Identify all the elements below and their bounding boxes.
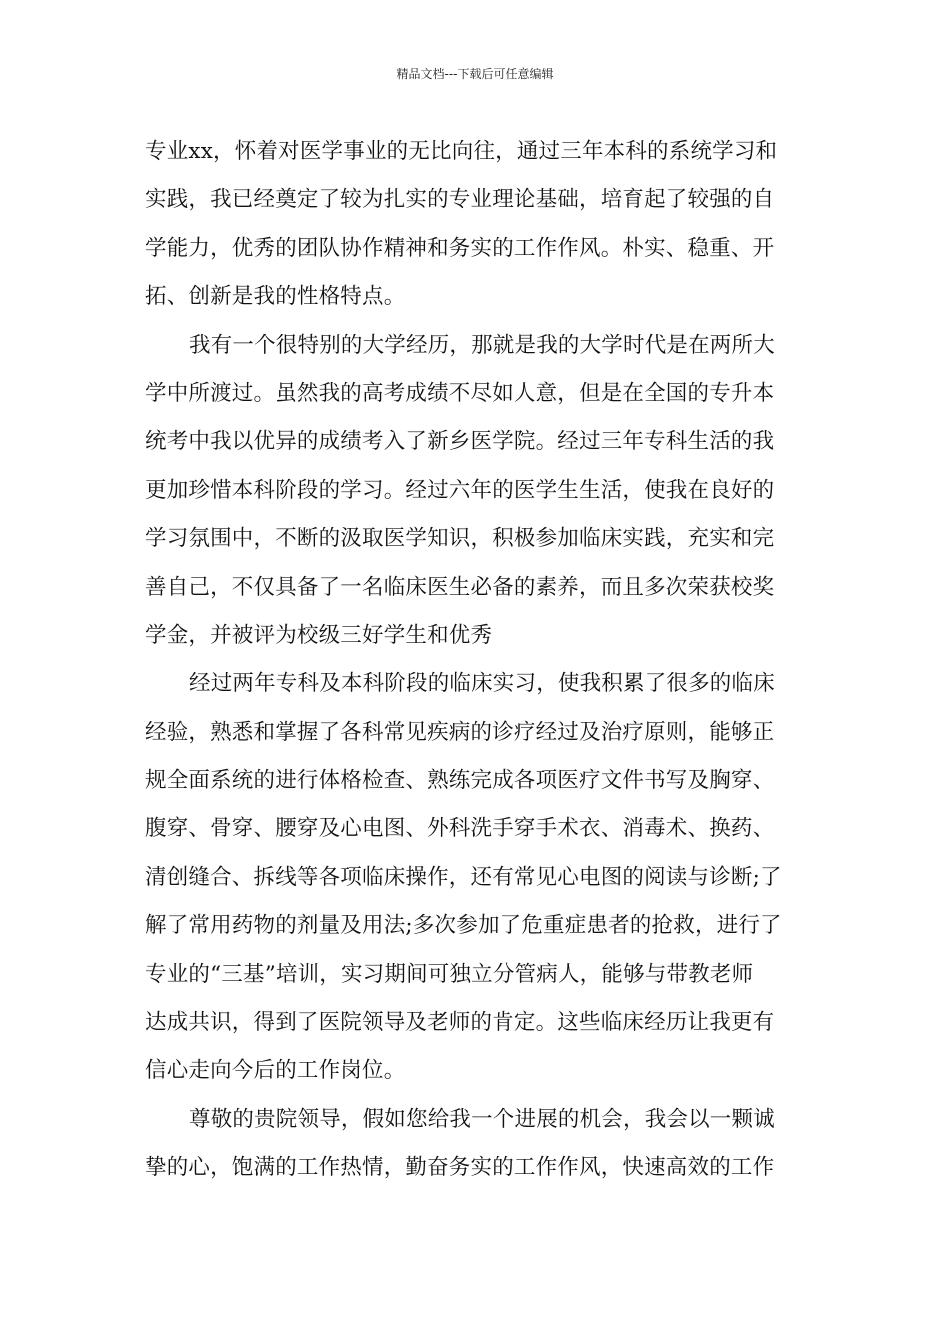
document-body (145, 128, 809, 1193)
text-line: 经过两年专科及本科阶段的临床实习，使我积累了很多的临床 (189, 671, 775, 697)
text-line: 更加珍惜本科阶段的学习。经过六年的医学生生活，使我在良好的 (145, 477, 775, 503)
text-line: 学金，并被评为校级三好学生和优秀 (145, 622, 493, 648)
text-line: 专业的“三基”培训，实习期间可独立分管病人，能够与带教老师 (145, 961, 754, 987)
text-line: 清创缝合、拆线等各项临床操作，还有常见心电图的阅读与诊断;了 (145, 864, 782, 890)
text-line: 拓、创新是我的性格特点。 (145, 284, 406, 310)
text-line: 统考中我以优异的成绩考入了新乡医学院。经过三年专科生活的我 (145, 429, 775, 455)
text-line: 实践，我已经奠定了较为扎实的专业理论基础，培育起了较强的自 (145, 187, 775, 213)
text-line: 信心走向今后的工作岗位。 (145, 1058, 406, 1084)
text-line: 腹穿、骨穿、腰穿及心电图、外科洗手穿手术衣、消毒术、换药、 (145, 816, 775, 842)
text-line: 尊敬的贵院领导，假如您给我一个进展的机会，我会以一颗诚 (189, 1106, 775, 1132)
text-line: 达成共识，得到了医院领导及老师的肯定。这些临床经历让我更有 (145, 1010, 775, 1036)
text-line: 学习氛围中，不断的汲取医学知识，积极参加临床实践，充实和完 (145, 526, 775, 552)
text-line: 我有一个很特别的大学经历，那就是我的大学时代是在两所大 (189, 332, 775, 358)
paragraph (145, 322, 809, 661)
text-line: 学能力，优秀的团队协作精神和务实的工作作风。朴实、稳重、开 (145, 235, 775, 261)
paragraph (145, 128, 809, 322)
paragraph (145, 660, 809, 1096)
text-line: 规全面系统的进行体格检查、熟练完成各项医疗文件书写及胸穿、 (145, 768, 775, 794)
text-line: 学中所渡过。虽然我的高考成绩不尽如人意，但是在全国的专升本 (145, 380, 775, 406)
text-line: 善自己，不仅具备了一名临床医生必备的素养，而且多次荣获校奖 (145, 574, 775, 600)
text-line: 经验，熟悉和掌握了各科常见疾病的诊疗经过及治疗原则，能够正 (145, 719, 775, 745)
text-line: 挚的心，饱满的工作热情，勤奋务实的工作作风，快速高效的工作 (145, 1155, 775, 1181)
page-header: 精品文档---下载后可任意编辑 (396, 67, 554, 81)
text-line: 解了常用药物的剂量及用法;多次参加了危重症患者的抢救，进行了 (145, 913, 782, 939)
paragraph (145, 1096, 809, 1193)
text-line: 专业xx，怀着对医学事业的无比向往，通过三年本科的系统学习和 (145, 139, 778, 164)
